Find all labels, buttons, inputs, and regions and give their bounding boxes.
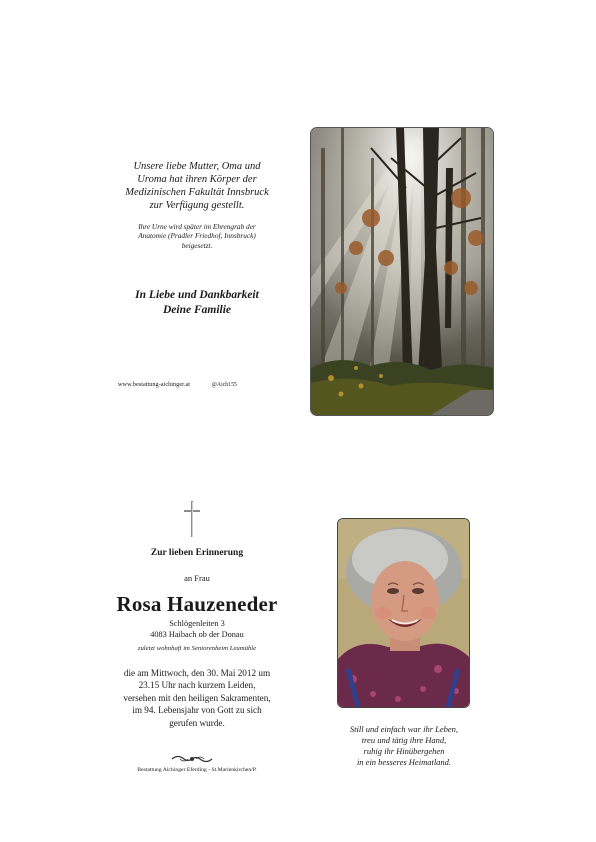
poem-line: Still und einfach war ihr Leben, xyxy=(349,724,459,734)
address-line: Schlögenleiten 3 xyxy=(169,619,225,628)
poem-line: in ein besseres Heimatland. xyxy=(356,757,452,767)
intro-text xyxy=(104,160,290,212)
intro-line: Uroma hat ihren Körper der xyxy=(137,174,257,185)
portrait-photo xyxy=(338,519,469,707)
closing-line: In Liebe und Dankbarkeit xyxy=(135,289,259,301)
forest-photo xyxy=(311,128,493,415)
death-line: die am Mittwoch, den 30. Mai 2012 um xyxy=(123,668,271,678)
death-line: versehen mit den heiligen Sakramenten, xyxy=(123,692,271,703)
website-link[interactable]: www.bestattung-aichinger.at xyxy=(118,381,190,388)
cross-icon xyxy=(182,501,202,537)
death-line: im 94. Lebensjahr von Gott zu sich xyxy=(132,705,262,716)
intro-section xyxy=(104,160,290,250)
ornament-icon xyxy=(170,751,214,761)
death-line: 23.15 Uhr nach kurzem Leiden, xyxy=(138,680,256,691)
residence-note: zuletzt wohnhaft im Seniorenheim Leumühle xyxy=(137,645,257,652)
address xyxy=(104,619,290,640)
poem xyxy=(326,724,482,768)
closing-line: Deine Familie xyxy=(162,304,232,316)
poem-line: treu und tätig ihre Hand, xyxy=(361,735,447,745)
print-code: @Aich155 xyxy=(211,382,237,388)
website-line xyxy=(118,381,298,388)
poem-line: ruhig ihr Hinübergehen xyxy=(363,746,445,756)
deceased-name: Rosa Hauzeneder xyxy=(116,592,278,616)
remembrance-title: Zur lieben Erinnerung xyxy=(150,548,244,558)
intro-line: Unsere liebe Mutter, Oma und xyxy=(133,161,261,172)
note-line: Ihre Urne wird später im Ehrengrab der xyxy=(138,222,256,231)
intro-line: Medizinischen Fakultät Innsbruck xyxy=(125,187,269,198)
note-line: beigesetzt. xyxy=(181,240,213,250)
address-line: 4083 Haibach ob der Donau xyxy=(150,629,244,639)
salutation: an Frau xyxy=(184,573,210,583)
note-line: Anatomie (Pradler Friedhof, Innsbruck) xyxy=(138,231,256,241)
intro-line: zur Verfügung gestellt. xyxy=(149,200,245,211)
undertaker-footer: Bestattung Aichinger Eferding - St.Marienkirchen/P. xyxy=(137,767,257,773)
closing-text xyxy=(104,288,290,318)
urn-note xyxy=(104,222,290,250)
death-notice xyxy=(104,667,290,729)
death-line: gerufen wurde. xyxy=(169,717,225,728)
